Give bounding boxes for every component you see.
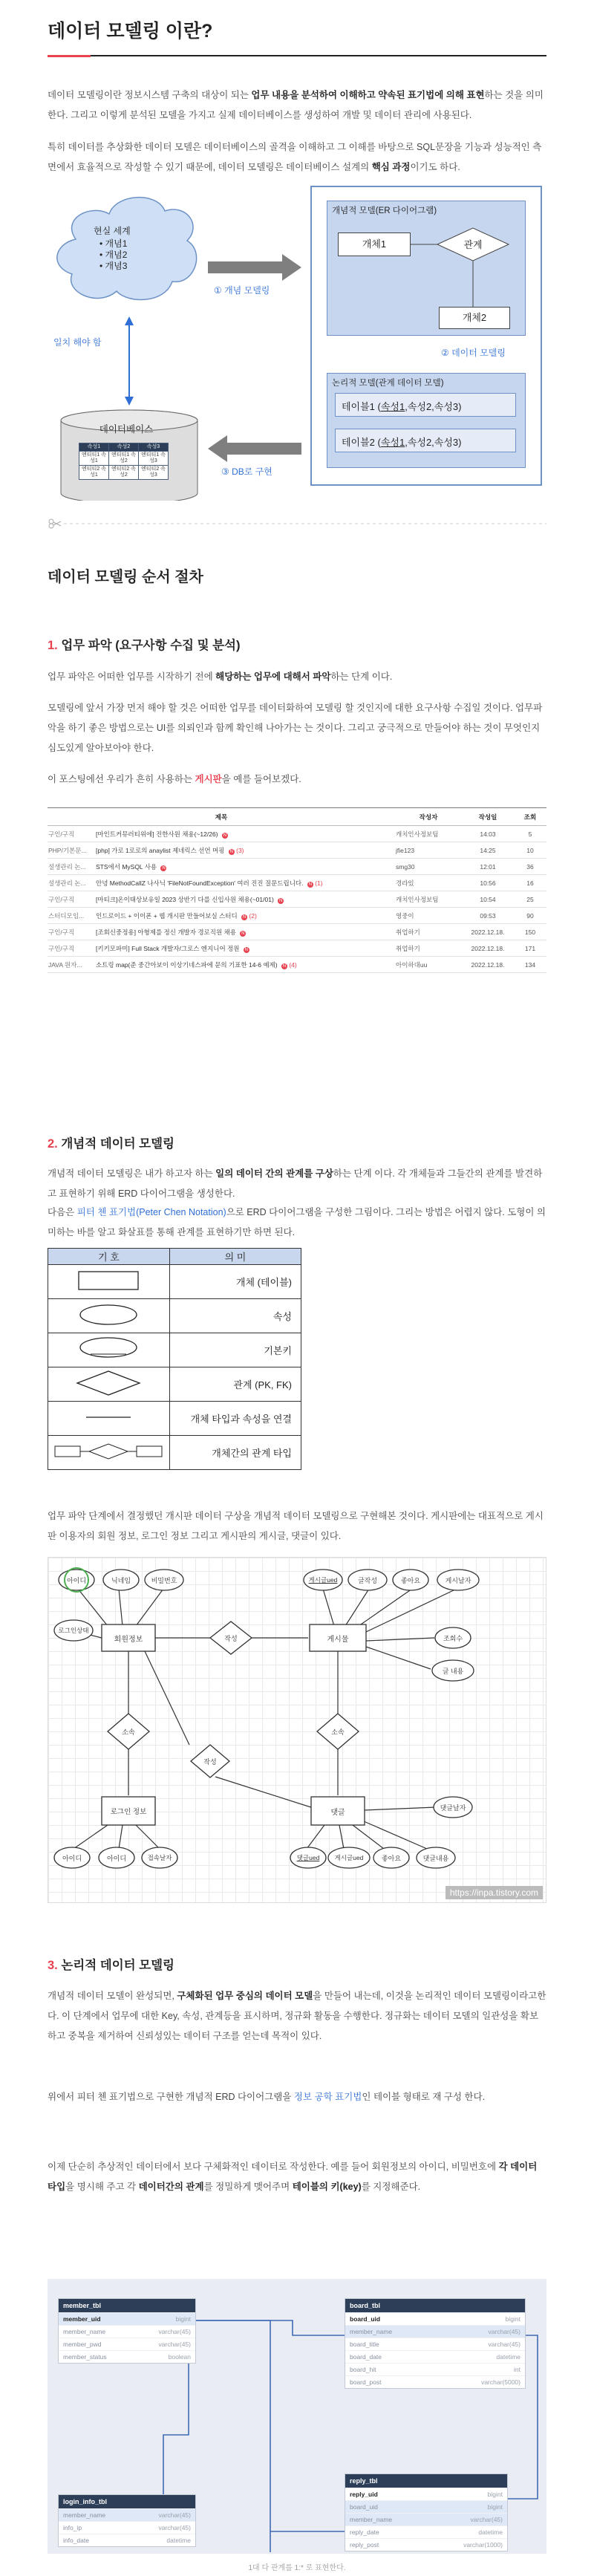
post-title[interactable]: [조회신중정용] 아형제를 정신 개발자 경로직원 채용 — [96, 928, 238, 936]
model-panel — [310, 186, 542, 486]
column-type: datetime — [166, 2537, 191, 2544]
db-cell: 엔티티1 속성2 — [109, 452, 139, 466]
arrow-concept — [208, 254, 301, 281]
erd-attr: 아이디 — [66, 1577, 87, 1584]
sync-label: 일치 해야 함 — [53, 337, 102, 348]
meaning-cell: 속성 — [170, 1299, 301, 1333]
column-row — [345, 2338, 525, 2350]
text: 개념적 데이터 모델링은 내가 하고자 하는 — [48, 1168, 216, 1179]
logical-caption: 논리적 모델(관계 데이터 모델) — [332, 379, 444, 388]
figure-caption: 1대 다 관계를 1:* 로 표현한다. — [248, 2564, 346, 2572]
section-title: 데이터 모델링 순서 절차 — [48, 569, 203, 585]
column-row — [345, 2350, 525, 2363]
reply-count[interactable]: (3) — [236, 846, 244, 854]
step2-paragraph-1 — [48, 1164, 546, 1204]
arrow-datamodel-label: ② 데이터 모델링 — [441, 348, 506, 358]
step2-paragraph-3: 업무 파악 단계에서 결정했던 개시판 데이터 구상을 개념적 데이터 모델링으로 구현해본 것이다. 게시판에는 대표적으로 게시판 이용자의 회원 정보, 로그인 정보 그리고 게시판의 게시글, 댓글이 있다. — [48, 1511, 544, 1541]
column-row — [345, 2525, 507, 2538]
column-name: member_name — [63, 2511, 106, 2519]
notation-table — [48, 1248, 301, 1470]
text: 업무 파악은 어떠한 업무를 시작하기 전에 — [48, 671, 216, 682]
step1-paragraph-3 — [48, 770, 546, 790]
board-title-cell[interactable] — [95, 940, 395, 957]
board-views: 5 — [514, 826, 546, 842]
board-tbl — [345, 2298, 526, 2389]
erd-entity-board: 게시물 — [327, 1636, 349, 1644]
board-row[interactable] — [48, 859, 546, 875]
step1-heading — [48, 635, 240, 653]
board-date: 2022.12.18. — [462, 940, 514, 957]
emphasis: 업무 내용을 분석하여 이해하고 약속된 표기법에 의해 표현 — [251, 90, 485, 100]
erd-relation: 작성 — [203, 1758, 217, 1766]
board-views: 10 — [514, 842, 546, 859]
text: 데이터 모델링이란 정보시스템 구축의 대상이 되는 — [48, 90, 252, 100]
board-author[interactable]: 취업하기 — [395, 924, 462, 940]
relation-symbol — [48, 1367, 170, 1402]
board-author[interactable]: 캐치인사정보팀 — [395, 826, 462, 842]
table-name: reply_tbl — [345, 2474, 507, 2488]
new-badge: N — [223, 833, 227, 838]
board-date: 10:56 — [462, 875, 514, 891]
column-type: varchar(5000) — [481, 2378, 520, 2386]
post-title[interactable]: 소트링 map(준 중간아보이 이상기네스파에 문의 기표한 14-6 예제) — [96, 960, 279, 969]
erd-attr: 글작성 — [357, 1577, 378, 1584]
erd-attr: 글 내용 — [442, 1668, 464, 1675]
db-title: 데이터베이스 — [99, 424, 154, 435]
db-cell: 엔티티1 속성3 — [139, 452, 169, 466]
column-name: reply_uid — [350, 2491, 378, 2498]
column-name: board_title — [350, 2341, 379, 2348]
emphasis: 일의 데이터 간의 관계를 구상 — [215, 1168, 333, 1179]
column-type: varchar(45) — [470, 2516, 503, 2523]
cloud-item: 개념1 — [105, 238, 128, 249]
erd-shapes — [54, 1570, 479, 1868]
arrow-implement-label: ③ DB로 구현 — [221, 466, 272, 477]
column-row — [345, 2500, 507, 2513]
table-name: board_tbl — [345, 2299, 525, 2312]
col-title: 제목 — [48, 808, 395, 826]
board-title-cell[interactable] — [95, 908, 395, 924]
notation-row — [48, 1402, 301, 1436]
new-badge: N — [308, 882, 313, 887]
column-type: varchar(45) — [158, 2328, 191, 2335]
erd-entity-login: 로그인 정보 — [110, 1808, 147, 1816]
column-row — [345, 2375, 525, 2388]
column-name: member_name — [350, 2516, 393, 2523]
board-views: 16 — [514, 875, 546, 891]
column-name: info_ip — [63, 2524, 82, 2531]
erd-attr: 아이디 — [62, 1855, 82, 1862]
column-row — [345, 2312, 525, 2325]
text: 하는 단계 이다. 각 개체들과 그들간의 관계를 발견하고 표현하기 위해 ERD 다이어그램을 생성한다. — [48, 1168, 543, 1199]
text: 를 지정해준다. — [361, 2182, 421, 2192]
erd-attr: 비밀번호 — [151, 1577, 177, 1584]
column-type: varchar(45) — [158, 2511, 191, 2519]
column-name: board_hit — [350, 2366, 376, 2373]
text: 다음은 — [48, 1207, 77, 1217]
board-category[interactable]: 구인/구직 — [48, 940, 95, 957]
column-name: member_name — [63, 2328, 106, 2335]
board-row[interactable] — [48, 908, 546, 924]
new-badge: N — [244, 947, 248, 952]
step1-paragraph-1 — [48, 667, 546, 687]
reply-count[interactable]: (1) — [315, 879, 323, 887]
cloud-item: 개념3 — [105, 261, 128, 271]
meaning-cell: 개체간의 관계 타입 — [170, 1436, 301, 1470]
text: 을 만들어 내는데, 이것을 논리적인 데이터 모델링이라고한다. 이 단계에서 업무에 대한 Key, 속성, 관계등을 표시하며, 정규화 활동을 수행한다. 정규화는 데이터 모델의 일관성을 확보하고 중복을 제거하여 신뢰성있는 데이터 구조를 얻는데 목적이 있다. — [48, 1991, 546, 2041]
column-row — [345, 2538, 507, 2551]
primary-key: 속성1 — [380, 401, 405, 412]
board-views: 150 — [514, 924, 546, 940]
board-author[interactable]: 취업하기 — [395, 940, 462, 957]
column-type: int — [514, 2366, 520, 2373]
col-symbol: 기 호 — [48, 1249, 170, 1265]
board-category[interactable]: 설생관리 논... — [48, 859, 95, 875]
db-cell: 엔티티2 속성2 — [109, 466, 139, 480]
column-row — [59, 2338, 195, 2350]
login-info-tbl — [58, 2494, 196, 2547]
text: 을 명시해 주고 각 — [65, 2182, 139, 2192]
erd-relation: 작성 — [224, 1635, 238, 1642]
attribute-symbol — [48, 1299, 170, 1333]
concept-caption: 개념적 모델(ER 다이어그램) — [332, 206, 437, 215]
table-name: member_tbl — [59, 2299, 195, 2312]
column-name: board_post — [350, 2378, 382, 2386]
text: 테이블1 ( — [342, 401, 381, 412]
column-row — [345, 2363, 525, 2375]
scissors-icon — [49, 519, 61, 528]
column-type: varchar(45) — [158, 2341, 191, 2348]
column-type: bigint — [487, 2491, 503, 2498]
board-author[interactable]: smg30 — [395, 859, 462, 875]
erd-attr: 접속날자 — [147, 1854, 172, 1861]
emphasis: 테이블의 키(key) — [292, 2182, 362, 2192]
column-name: member_name — [350, 2328, 393, 2335]
board-row[interactable] — [48, 842, 546, 859]
link-ie-notation[interactable]: 정보 공학 표기법 — [293, 2092, 362, 2102]
board-views: 36 — [514, 859, 546, 875]
board-title-cell[interactable] — [95, 891, 395, 908]
new-badge: N — [162, 865, 166, 871]
column-row — [345, 2488, 507, 2500]
watermark: https://inpa.tistory.com — [446, 1886, 543, 1899]
text: 테이블2 ( — [342, 437, 381, 448]
reply-tbl — [345, 2473, 508, 2551]
board-category[interactable]: 설생관리 논... — [48, 875, 95, 891]
board-date: 14:25 — [462, 842, 514, 859]
table-row-box — [335, 393, 516, 417]
emphasis: 핵심 과정 — [371, 162, 411, 172]
new-badge: N — [282, 963, 287, 969]
board-category[interactable]: JAVA 원자... — [48, 957, 95, 973]
board-date: 09:53 — [462, 908, 514, 924]
board-author[interactable]: jfie123 — [395, 842, 462, 859]
cloud-title: 현실 세계 — [94, 226, 131, 236]
text: 이 포스팅에선 우리가 흔히 사용하는 — [48, 774, 195, 784]
step-title: 논리적 데이터 모델링 — [57, 1959, 174, 1972]
step2-paragraph-2 — [48, 1203, 546, 1243]
notation-row — [48, 1299, 301, 1333]
title-accent-bar — [48, 55, 91, 57]
erd-attr: 조회수 — [443, 1635, 463, 1642]
emphasis: 게시판 — [195, 774, 222, 784]
col-date: 작성일 — [462, 808, 514, 826]
step3-paragraph-2 — [48, 2087, 546, 2107]
board-views: 134 — [514, 957, 546, 973]
link-peter-chen[interactable]: 피터 첸 표기법(Peter Chen Notation) — [76, 1207, 226, 1217]
board-category[interactable]: 구인/구직 — [48, 891, 95, 908]
post-title[interactable]: [키키모파미] Full Stack 개발자/그로스 엔지니어 정원 — [96, 944, 241, 952]
column-row — [59, 2508, 195, 2521]
column-row — [59, 2312, 195, 2325]
text: 위에서 피터 첸 표기법으로 구현한 개념적 ERD 다이어그램을 — [48, 2092, 294, 2102]
erd-attr: 아이디 — [106, 1855, 127, 1862]
column-name: board_date — [350, 2353, 382, 2361]
db-cell: 엔티티2 속성1 — [79, 466, 109, 480]
erd-relation: 소속 — [122, 1728, 135, 1736]
board-title-cell[interactable] — [95, 826, 395, 842]
step3-paragraph-1 — [48, 1986, 546, 2046]
meaning-cell: 기본키 — [170, 1333, 301, 1367]
erd-attr: 게시날자 — [445, 1577, 471, 1584]
step-title: 업무 파악 (요구사항 수집 및 분석) — [57, 639, 241, 652]
column-row — [345, 2325, 525, 2338]
logical-schema-diagram — [48, 2279, 546, 2554]
board-author[interactable]: 캐치인사정보팀 — [395, 891, 462, 908]
notation-row — [48, 1333, 301, 1367]
board-row[interactable] — [48, 940, 546, 957]
notation-row — [48, 1436, 301, 1470]
page-title: 데이터 모델링 이란? — [48, 16, 546, 56]
erd-attr: 로그인상태 — [58, 1627, 89, 1634]
board-title-cell[interactable] — [95, 842, 395, 859]
board-screenshot-table — [48, 807, 546, 973]
text: 하는 것을 의미한다. 그리고 이렇게 분석된 모델을 가지고 실제 데이터베이스를 생성하여 개발 및 데이터 관리에 사용된다. — [48, 90, 544, 120]
erd-attr: 좋아요 — [381, 1855, 402, 1862]
intro-paragraph-1 — [48, 85, 546, 126]
erd-attr: 좋아요 — [400, 1577, 421, 1584]
column-type: boolean — [168, 2353, 191, 2361]
board-author[interactable]: 영중이 — [395, 908, 462, 924]
entity-symbol — [48, 1265, 170, 1299]
meaning-cell: 개체 타입과 속성을 연결 — [170, 1402, 301, 1436]
board-date: 2022.12.18. — [462, 957, 514, 973]
post-title[interactable]: [마티크]온이태상보유일 2023 상반기 다를 신입사원 채용(~01/01) — [96, 895, 276, 903]
notation-row — [48, 1265, 301, 1299]
post-title[interactable]: [마인트커뮤러티위에] 진한사원 채용(~12/26) — [96, 830, 220, 838]
step1-paragraph-2: 모델링에 앞서 가장 먼저 해야 할 것은 어떠한 업무를 데이터화하여 모델링 할 것인지에 대한 요구사항 수집일 것이다. 업무파악을 하기 좋은 방법으로는 UI를 의뢰인과 함께 확인해 나아가는 는 것이다. 그리고 궁극적으로 만들어야 하는 것이 무엇인지 심도있게 알아보아야 한다. — [48, 703, 543, 753]
column-type: varchar(45) — [158, 2524, 191, 2531]
board-row[interactable] — [48, 957, 546, 973]
new-badge: N — [241, 931, 245, 936]
scissors-divider — [48, 518, 546, 529]
column-name: board_uid — [350, 2503, 378, 2511]
board-author[interactable]: 아이하대uu — [395, 957, 462, 973]
board-title-cell[interactable] — [95, 859, 395, 875]
text: 를 정밀하게 맺어주며 — [203, 2182, 293, 2192]
board-date: 14:03 — [462, 826, 514, 842]
text: 을 예를 들어보겠다. — [221, 774, 301, 784]
column-row — [345, 2513, 507, 2525]
primary-key-symbol — [48, 1333, 170, 1367]
column-type: bigint — [175, 2315, 191, 2323]
text: ,속성2,속성3) — [405, 437, 462, 448]
member-tbl — [58, 2298, 196, 2364]
column-row — [59, 2521, 195, 2534]
board-row[interactable] — [48, 924, 546, 940]
database — [61, 412, 192, 499]
board-title-cell[interactable] — [95, 957, 395, 973]
board-category[interactable]: PHP/기본문... — [48, 842, 95, 859]
board-row[interactable] — [48, 891, 546, 908]
entity-box: 개체1 — [338, 232, 411, 256]
board-date: 2022.12.18. — [462, 924, 514, 940]
column-name: member_uid — [63, 2315, 101, 2323]
step3-paragraph-3 — [48, 2157, 546, 2197]
text: 이기도 하다. — [410, 162, 460, 172]
post-title[interactable]: 안녕 MethodCallZ 나사닉 'FileNotFoundException' 여러 진진 질문드립니다. — [96, 879, 305, 887]
erd-entity-member: 회원정보 — [114, 1636, 143, 1644]
modeling-process-diagram — [46, 181, 549, 490]
board-header-row — [48, 808, 546, 826]
text: ,속성2,속성3) — [405, 401, 462, 412]
cloud-item: 개념2 — [105, 250, 128, 260]
board-row[interactable] — [48, 875, 546, 891]
step3-heading — [48, 1955, 174, 1973]
column-row — [59, 2325, 195, 2338]
db-header: 속성3 — [139, 443, 169, 452]
board-row[interactable] — [48, 826, 546, 842]
new-badge: N — [278, 898, 283, 903]
step2-heading — [48, 1133, 174, 1151]
db-cell: 엔티티2 속성3 — [139, 466, 169, 480]
entity-box: 개체2 — [439, 307, 510, 329]
meaning-cell: 개체 (테이블) — [170, 1265, 301, 1299]
meaning-cell: 관계 (PK, FK) — [170, 1367, 301, 1402]
text: 으로 ERD 다이어그램을 구성한 그림이다. 그리는 방법은 어렵지 않다. 도형이 의미하는 바를 알고 화살표를 통해 관계를 표현하기만 하면 된다. — [48, 1207, 546, 1237]
column-name: reply_date — [350, 2528, 379, 2536]
column-type: bigint — [505, 2315, 520, 2323]
board-views: 171 — [514, 940, 546, 957]
col-meaning: 의 미 — [170, 1249, 301, 1265]
board-author[interactable]: 경라있 — [395, 875, 462, 891]
column-name: member_pwd — [63, 2341, 102, 2348]
board-title-cell[interactable] — [95, 875, 395, 891]
board-date: 12:01 — [462, 859, 514, 875]
logical-model-box — [327, 373, 526, 468]
column-type: datetime — [478, 2528, 503, 2536]
erd-relation: 소속 — [331, 1728, 345, 1736]
erd-entity-reply: 댓글 — [330, 1809, 345, 1817]
board-date: 10:54 — [462, 891, 514, 908]
table-name: login_info_tbl — [59, 2495, 195, 2508]
step-number: 2. — [48, 1137, 58, 1151]
board-category[interactable]: 스터디모임... — [48, 908, 95, 924]
col-views: 조회 — [514, 808, 546, 826]
column-type: varchar(1000) — [463, 2541, 503, 2549]
db-header: 속성1 — [79, 443, 109, 452]
column-name: board_uid — [350, 2315, 381, 2323]
col-author: 작성자 — [395, 808, 462, 826]
db-header: 속성2 — [109, 443, 139, 452]
emphasis: 해당하는 업무에 대해서 파악 — [215, 671, 331, 682]
erd-attr: 댓글날자 — [440, 1804, 466, 1812]
emphasis: 데이터간의 관계 — [138, 2182, 204, 2192]
post-title[interactable]: 인드로이드 + 이이폰 + 웹 개시판 만들어보실 스터디 — [96, 911, 240, 920]
column-name: member_status — [63, 2353, 107, 2361]
text: 개념적 데이터 모델이 완성되면, — [48, 1991, 177, 2001]
board-category[interactable]: 구인/구직 — [48, 924, 95, 940]
column-type: varchar(45) — [488, 2328, 520, 2335]
new-badge: N — [229, 849, 233, 854]
column-name: reply_post — [350, 2541, 379, 2549]
text: 특히 데이터를 추상화한 데이터 모델은 데이터베이스의 골격을 이해하고 그 이해를 바탕으로 SQL문장을 기능과 성능적인 측면에서 효율적으로 작성할 수 있기 때문에, 데이터 모델링은 데이터베이스 설계의 — [48, 142, 542, 172]
erd-attr: 닉네임 — [111, 1577, 131, 1584]
reply-count[interactable]: (2) — [249, 911, 257, 920]
board-category[interactable]: 구인/구직 — [48, 826, 95, 842]
intro-paragraph-2 — [48, 137, 546, 178]
reply-count[interactable]: (4) — [289, 960, 297, 969]
arrow-implement — [208, 435, 301, 462]
erd-attr-key: 댓글ued — [296, 1854, 320, 1861]
arrow-concept-label: ① 개념 모델링 — [214, 285, 270, 296]
emphasis: 각 데이터 타입 — [48, 2162, 538, 2192]
table-row-box — [335, 429, 516, 452]
column-type: bigint — [487, 2503, 503, 2511]
relationship-type-symbol — [48, 1436, 170, 1470]
erd-diagram — [48, 1557, 546, 1903]
board-title-cell[interactable] — [95, 924, 395, 940]
emphasis: 구체화된 업무 중심의 데이터 모델 — [177, 1991, 313, 2001]
relation-label: 관계 — [463, 239, 483, 250]
db-cell: 엔티티1 속성1 — [79, 452, 109, 466]
column-type: varchar(45) — [488, 2341, 520, 2348]
sync-arrow-down — [125, 397, 134, 406]
sync-arrow-up — [125, 316, 134, 325]
board-body — [48, 826, 546, 973]
step-number: 1. — [48, 639, 58, 652]
board-views: 25 — [514, 891, 546, 908]
primary-key: 속성1 — [380, 437, 405, 448]
text: 하는 단계 이다. — [330, 671, 393, 682]
step-title: 개념적 데이터 모델링 — [57, 1137, 174, 1151]
post-title[interactable]: [php] 가로 1로로의 anaylist 제네릭스 선언 머핑 — [96, 846, 226, 854]
erd-attr: 게시글ued — [334, 1854, 364, 1861]
text: 인 테이블 형태로 재 구성 한다. — [362, 2092, 486, 2102]
erd-attr: 댓글내용 — [422, 1855, 449, 1862]
erd-attr-key: 게시글ued — [308, 1576, 338, 1584]
db-mini-table — [79, 443, 169, 480]
link-symbol — [48, 1402, 170, 1436]
column-row — [59, 2350, 195, 2363]
post-title[interactable]: STS에서 MySQL 사용 — [96, 862, 159, 871]
column-row — [59, 2534, 195, 2546]
concept-model-box — [327, 201, 526, 336]
cloud-label: 현실 세계 • 개념1 • 개념2 • 개념3 — [94, 226, 131, 271]
column-type: datetime — [496, 2353, 520, 2361]
column-name: info_date — [63, 2537, 89, 2544]
text: 이제 단순히 추상적인 데이터에서 보다 구체화적인 데이터로 작성한다. 예를 들어 회원정보의 아이디, 비밀번호에 — [48, 2162, 499, 2172]
notation-row — [48, 1367, 301, 1402]
board-views: 90 — [514, 908, 546, 924]
new-badge: N — [242, 914, 247, 920]
step-number: 3. — [48, 1959, 58, 1972]
